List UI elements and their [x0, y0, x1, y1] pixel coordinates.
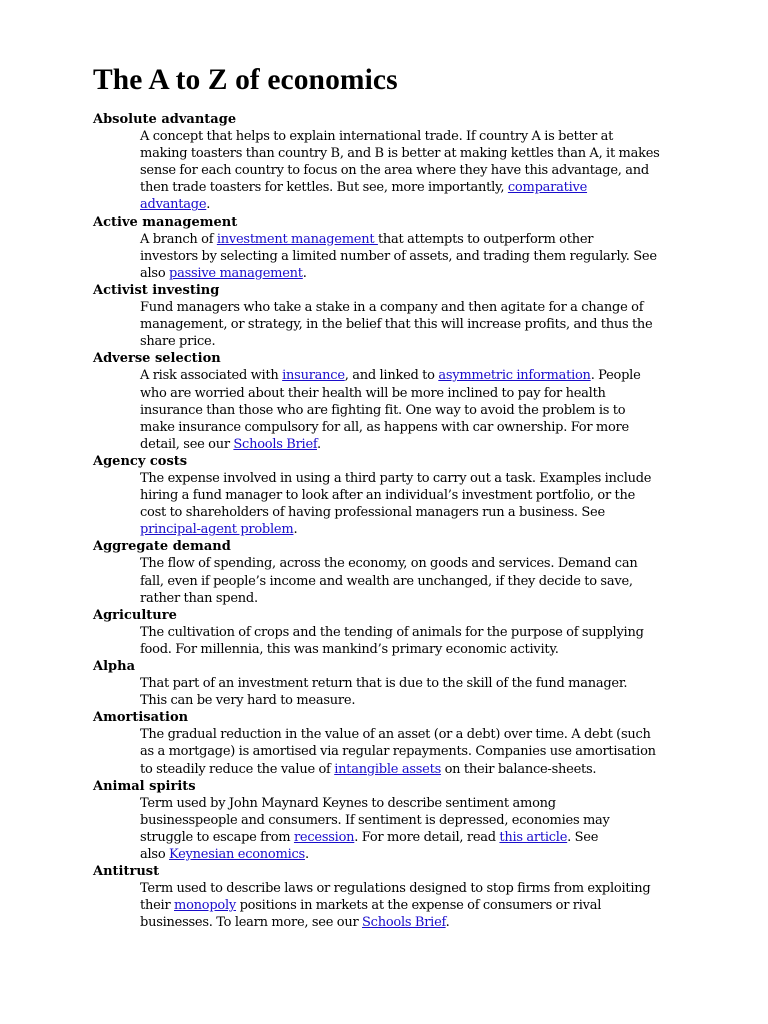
- definition-line: [140, 726, 680, 743]
- definition-text: cost to shareholders of having professional managers run a business. See: [140, 505, 605, 521]
- glossary-term: Amortisation: [93, 710, 189, 726]
- definition-text: .: [302, 265, 307, 281]
- definition-text: share price.: [140, 334, 216, 350]
- glossary-definition: [140, 231, 680, 282]
- definition-text: their: [140, 898, 174, 914]
- definition-line: [140, 179, 680, 196]
- glossary-term: Animal spirits: [93, 778, 196, 794]
- definition-text: That part of an investment return that is due to the skill of the fund manager.: [140, 676, 628, 692]
- definition-line: [140, 367, 680, 384]
- definition-line: [140, 624, 680, 641]
- glossary-term: Alpha: [93, 659, 135, 674]
- glossary-link[interactable]: Keynesian economics: [169, 847, 305, 863]
- definition-text: . People: [590, 368, 641, 384]
- definition-line: [140, 761, 680, 778]
- definition-text: The flow of spending, across the economy, on goods and services. Demand can: [140, 556, 638, 572]
- definition-line: [140, 402, 680, 419]
- definition-text: positions in markets at the expense of consumers or rival: [236, 898, 602, 914]
- definition-text: . For more detail, read: [354, 829, 500, 845]
- glossary-link[interactable]: intangible assets: [334, 761, 441, 777]
- glossary-link[interactable]: asymmetric information: [438, 368, 591, 384]
- glossary-definition: [140, 675, 680, 709]
- definition-text: , and linked to: [344, 368, 439, 384]
- definition-line: [140, 333, 680, 350]
- definition-text: businesspeople and consumers. If sentiment is depressed, economies may: [140, 812, 610, 828]
- definition-text: This can be very hard to measure.: [140, 693, 356, 709]
- glossary-definition: [140, 624, 680, 658]
- definition-text: that attempts to outperform other: [377, 231, 594, 247]
- glossary-definition: [140, 880, 680, 931]
- glossary-list: [93, 111, 708, 932]
- definition-text: as a mortgage) is amortised via regular repayments. Companies use amortisation: [140, 744, 656, 760]
- glossary-term: Absolute advantage: [93, 112, 237, 127]
- definition-text: on their balance-sheets.: [441, 761, 597, 777]
- definition-line: [140, 265, 680, 282]
- definition-text: rather than spend.: [140, 590, 258, 606]
- definition-line: [140, 555, 680, 572]
- definition-line: [140, 692, 680, 709]
- definition-text: making toasters than country B, and B is better at making kettles than A, it makes: [140, 146, 660, 162]
- definition-text: The cultivation of crops and the tending of animals for the purpose of supplying: [140, 624, 644, 640]
- definition-text: who are worried about their health will be more inclined to pay for health: [140, 385, 606, 401]
- definition-text: .: [293, 522, 298, 538]
- definition-line: [140, 470, 680, 487]
- definition-text: detail, see our: [140, 436, 234, 452]
- definition-text: also: [140, 847, 169, 863]
- glossary-link[interactable]: comparative: [507, 180, 588, 196]
- glossary-link[interactable]: this article: [499, 829, 568, 845]
- definition-text: .: [304, 847, 309, 863]
- glossary-term: Agriculture: [93, 607, 177, 623]
- definition-text: .: [206, 197, 211, 213]
- definition-text: A concept that helps to explain international trade. If country A is better at: [140, 129, 614, 145]
- definition-line: [140, 385, 680, 402]
- definition-line: [140, 128, 680, 145]
- definition-text: hiring a fund manager to look after an individual’s investment portfolio, or the: [140, 488, 636, 504]
- glossary-link[interactable]: principal-agent problem: [140, 522, 294, 538]
- glossary-link[interactable]: Schools Brief: [362, 915, 446, 931]
- glossary-term: Active management: [93, 214, 238, 230]
- definition-text: A branch of: [140, 231, 217, 247]
- definition-text: food. For millennia, this was mankind’s primary economic activity.: [140, 641, 559, 657]
- glossary-term: Aggregate demand: [93, 539, 231, 555]
- definition-line: [140, 829, 680, 846]
- definition-line: [140, 675, 680, 692]
- definition-text: .: [445, 915, 450, 931]
- definition-line: [140, 316, 680, 333]
- glossary-definition: [140, 128, 680, 213]
- definition-line: [140, 897, 680, 914]
- page-title: The A to Z of economics: [93, 64, 398, 96]
- glossary-link[interactable]: Schools Brief: [233, 436, 317, 452]
- glossary-definition: [140, 470, 680, 538]
- glossary-link[interactable]: passive management: [169, 265, 303, 281]
- definition-text: make insurance compulsory for all, as happens with car ownership. For more: [140, 419, 629, 435]
- definition-line: [140, 248, 680, 265]
- glossary-term: Agency costs: [93, 453, 188, 469]
- definition-text: Term used by John Maynard Keynes to describe sentiment among: [140, 795, 556, 811]
- definition-text: also: [140, 265, 169, 281]
- definition-text: The gradual reduction in the value of an asset (or a debt) over time. A debt (such: [140, 727, 651, 743]
- definition-line: [140, 846, 680, 863]
- glossary-definition: [140, 299, 680, 350]
- definition-line: [140, 795, 680, 812]
- glossary-link[interactable]: recession: [293, 829, 355, 845]
- glossary-link[interactable]: advantage: [140, 197, 207, 213]
- definition-line: [140, 162, 680, 179]
- definition-line: [140, 521, 680, 538]
- definition-text: fall, even if people’s income and wealth are unchanged, if they decide to save,: [140, 573, 633, 589]
- definition-line: [140, 487, 680, 504]
- glossary-term: Adverse selection: [93, 351, 221, 367]
- definition-text: Fund managers who take a stake in a company and then agitate for a change of: [140, 300, 644, 316]
- definition-text: sense for each country to focus on the area where they have this advantage, and: [140, 163, 649, 179]
- definition-line: [140, 419, 680, 436]
- definition-line: [140, 880, 680, 897]
- definition-line: [140, 812, 680, 829]
- definition-text: struggle to escape from: [140, 829, 294, 845]
- definition-line: [140, 196, 680, 213]
- glossary-definition: [140, 726, 680, 777]
- definition-line: [140, 743, 680, 760]
- definition-line: [140, 436, 680, 453]
- glossary-term: Antitrust: [93, 864, 160, 880]
- glossary-definition: [140, 795, 680, 863]
- definition-line: [140, 504, 680, 521]
- definition-text: to steadily reduce the value of: [140, 761, 335, 777]
- definition-text: Term used to describe laws or regulations designed to stop firms from exploiting: [140, 881, 651, 897]
- definition-text: insurance than those who are fighting fit. One way to avoid the problem is to: [140, 402, 626, 418]
- definition-line: [140, 641, 680, 658]
- definition-line: [140, 914, 680, 931]
- glossary-definition: [140, 367, 680, 452]
- glossary-link[interactable]: monopoly: [174, 898, 237, 914]
- definition-text: businesses. To learn more, see our: [140, 915, 363, 931]
- definition-text: The expense involved in using a third party to carry out a task. Examples include: [140, 470, 652, 486]
- definition-text: A risk associated with: [140, 368, 283, 384]
- definition-text: .: [317, 436, 321, 452]
- definition-line: [140, 590, 680, 607]
- definition-text: . See: [567, 829, 599, 845]
- definition-line: [140, 145, 680, 162]
- definition-line: [140, 231, 680, 248]
- definition-line: [140, 573, 680, 590]
- glossary-link[interactable]: investment management: [216, 231, 378, 247]
- glossary-definition: [140, 555, 680, 606]
- definition-text: investors by selecting a limited number of assets, and trading them regularly. See: [140, 248, 657, 264]
- definition-text: management, or strategy, in the belief that this will increase profits, and thus the: [140, 317, 653, 333]
- definition-text: then trade toasters for kettles. But see, more importantly,: [140, 180, 508, 196]
- glossary-term: Activist investing: [93, 282, 220, 298]
- definition-line: [140, 299, 680, 316]
- glossary-link[interactable]: insurance: [282, 368, 345, 384]
